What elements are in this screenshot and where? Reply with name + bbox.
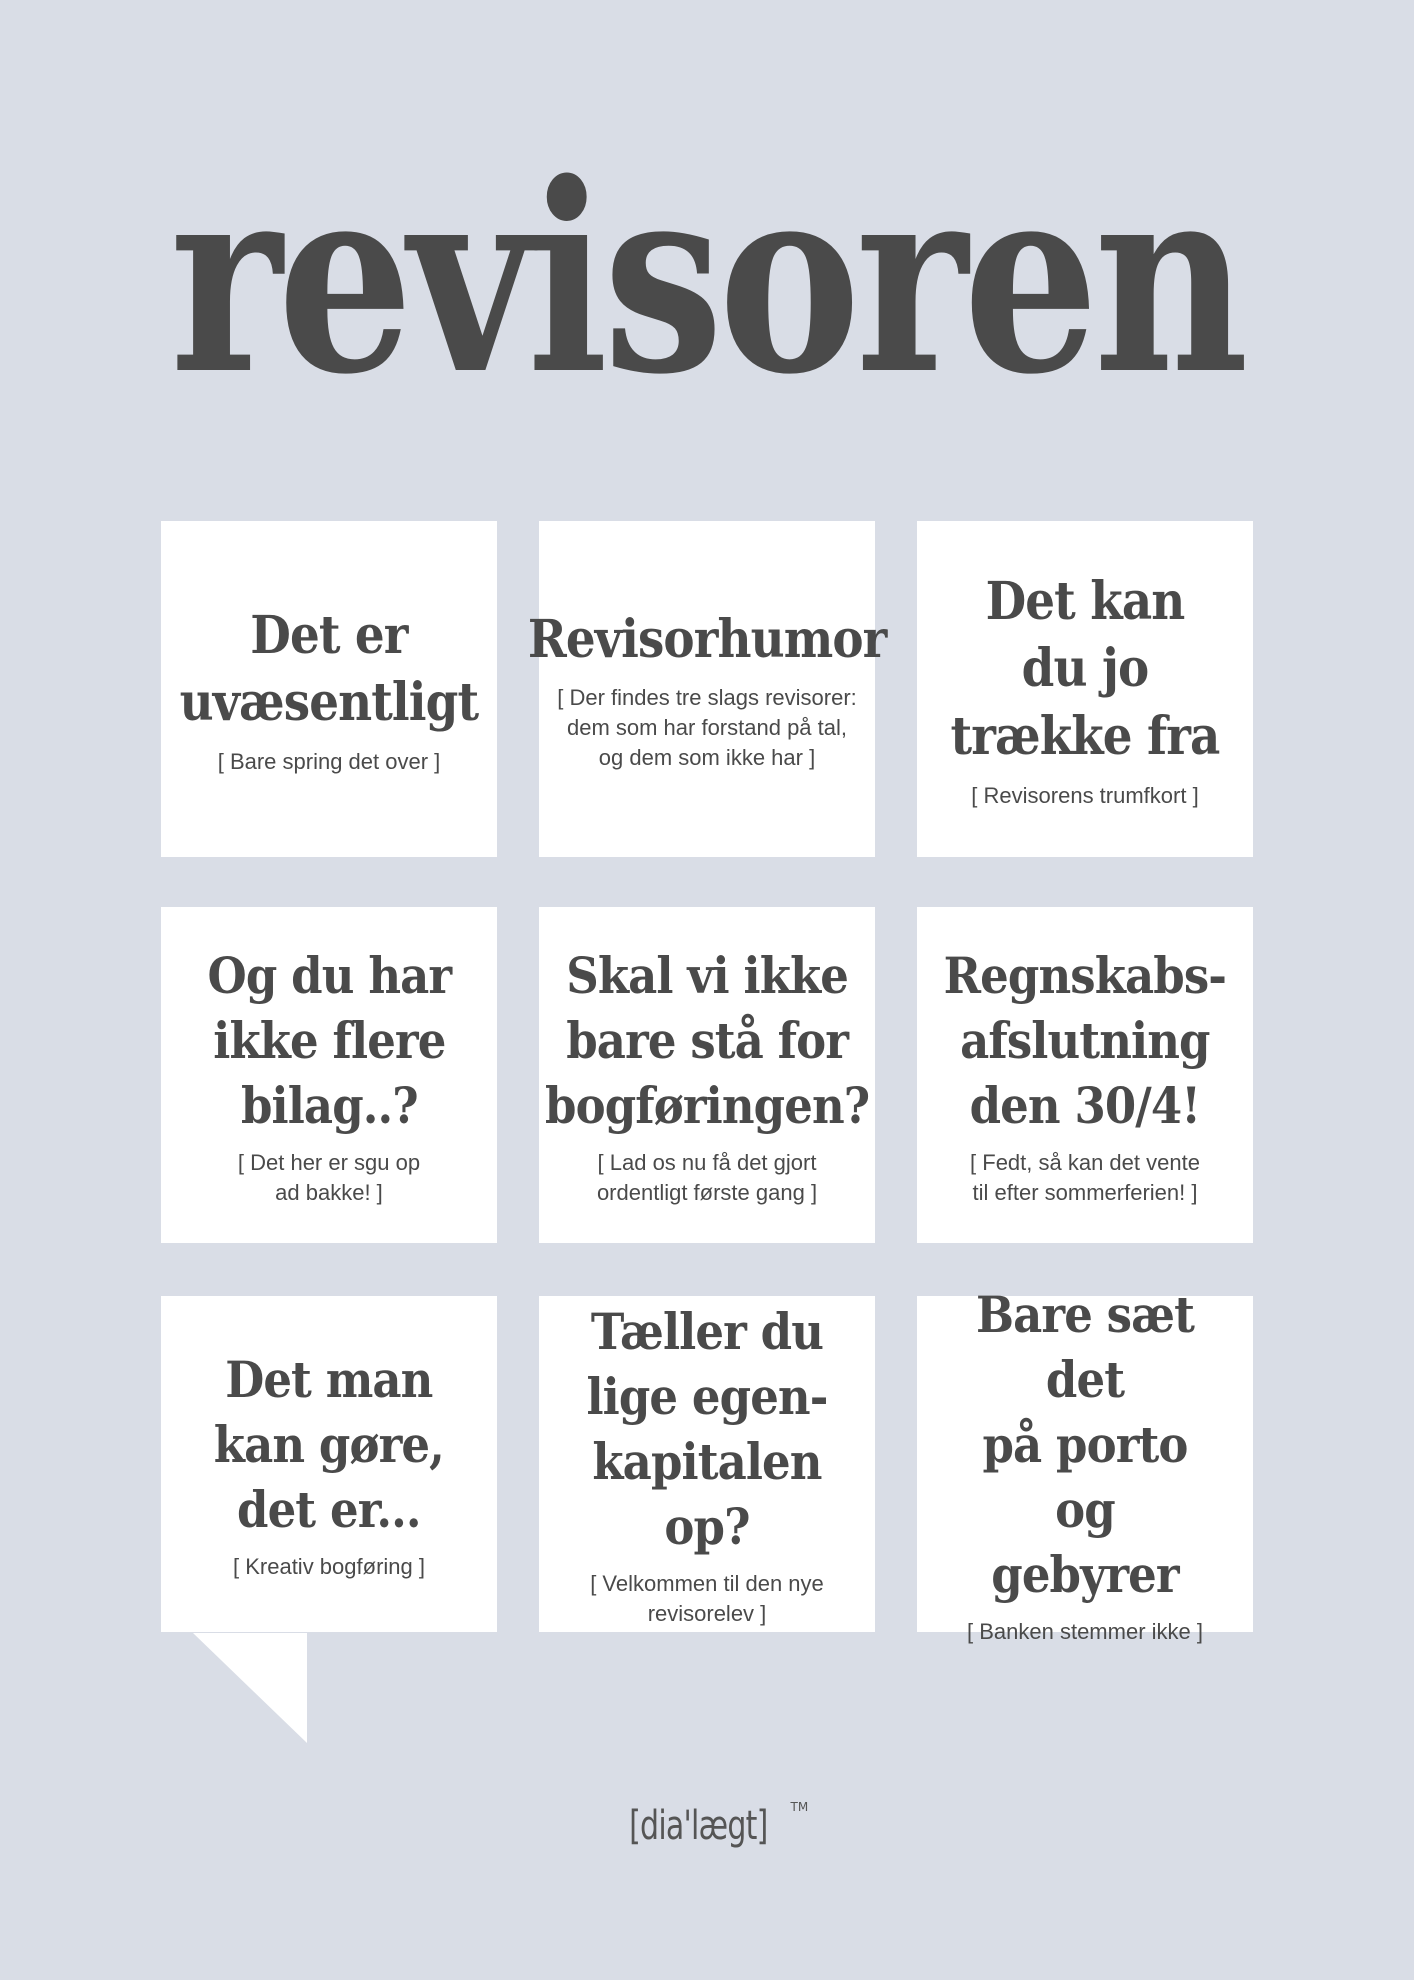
card-heading: Og du har ikke flere bilag..? [207, 945, 451, 1135]
brand-logo-text: [dia'lægt] [628, 1803, 768, 1849]
card-heading: Tæller du lige egen- kapitalen op? [586, 1302, 828, 1557]
brand-logo [0, 1800, 1414, 1849]
trademark-mark: TM [790, 1800, 809, 1814]
card-heading: Det kan du jo trække fra [950, 570, 1220, 767]
card-6 [917, 907, 1253, 1243]
card-note: [ Velkommen til den nye revisorelev ] [590, 1571, 824, 1626]
card-1 [161, 521, 497, 857]
card-8 [539, 1296, 875, 1632]
card-note: [ Det her er sgu op ad bakke! ] [237, 1149, 421, 1205]
poster-title: revisoren [170, 127, 1244, 432]
card-heading: Det er uvæsentligt [179, 604, 479, 734]
card-3 [917, 521, 1253, 857]
card-note: [ Revisorens trumfkort ] [971, 782, 1199, 808]
card-4 [161, 907, 497, 1243]
card-note: [ Bare spring det over ] [217, 748, 441, 774]
card-2 [527, 521, 887, 857]
card-note: [ Banken stemmer ikke ] [967, 1618, 1203, 1644]
card-heading: Skal vi ikke bare stå for bogføringen? [544, 945, 870, 1135]
card-heading: Det man kan gøre, det er... [213, 1349, 445, 1539]
card-7 [161, 1296, 497, 1632]
card-heading: Bare sæt det på porto og gebyrer [975, 1284, 1194, 1604]
card-note: [ Kreativ bogføring ] [233, 1553, 425, 1579]
card-9 [917, 1284, 1253, 1644]
card-heading: Revisorhumor [527, 608, 887, 670]
card-5 [539, 907, 875, 1243]
card-note: [ Der findes tre slags revisorer: dem som har forstand på tal, og dem som ikke har ] [557, 685, 857, 770]
speech-bubble-tail-icon [193, 1633, 307, 1743]
card-note: [ Fedt, så kan det vente til efter sommerferien! ] [970, 1149, 1200, 1205]
card-heading: Regnskabs- afslutning den 30/4! [943, 945, 1227, 1135]
card-note: [ Lad os nu få det gjort ordentligt første gang ] [596, 1149, 818, 1205]
